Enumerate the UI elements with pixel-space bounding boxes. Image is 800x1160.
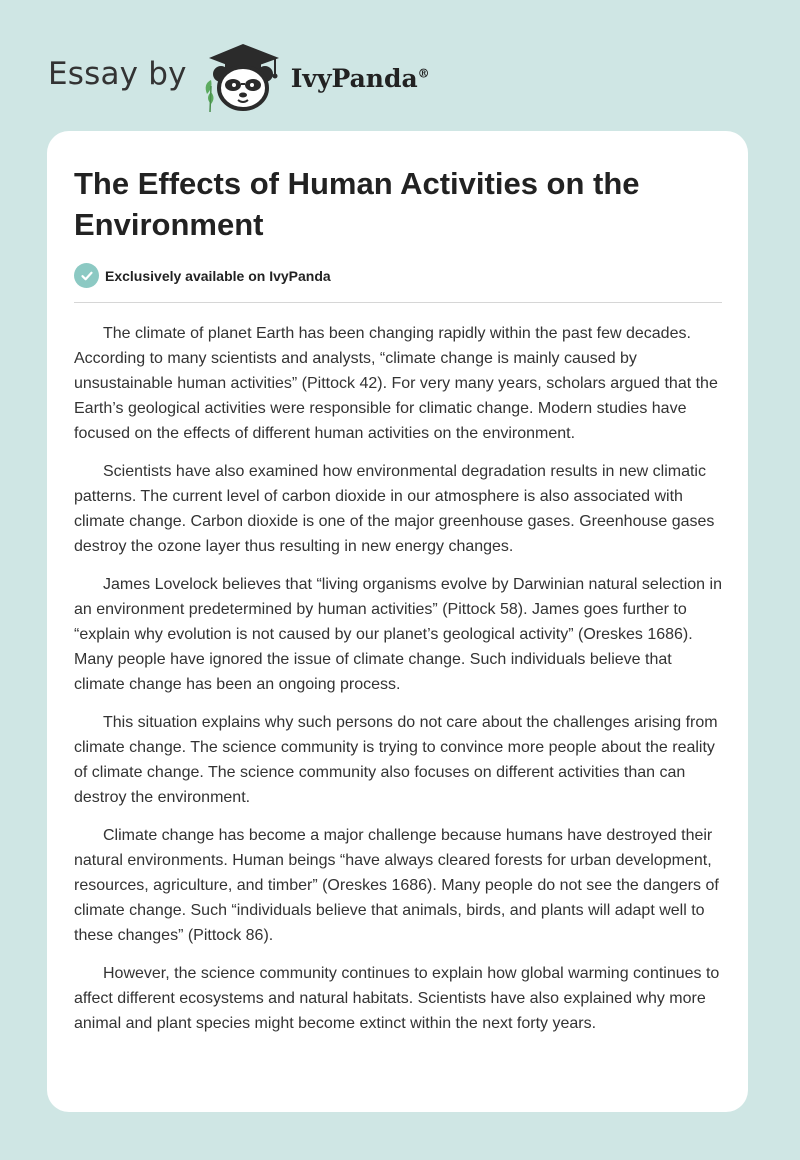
essay-card [47,131,748,1112]
paragraph: Scientists have also examined how environmental degradation results in new climatic patterns. The current level of carbon dioxide in our atmosphere is also associated with climate change. Carbon dioxide is one of the major greenhouse gases. Greenhouse gases destroy the ozone layer thus resulting in new energy changes. [74,463,715,555]
essay-body [74,321,722,1049]
check-circle-icon [74,263,99,288]
brand-name[interactable]: IvyPanda® [290,63,430,93]
paragraph: Climate change has become a major challenge because humans have destroyed their natural environments. Human beings “have always cleared forests for urban development, resources, agriculture, and timber” (Oreskes 1686). Many people do not see the dangers of climate change. Such “individuals believe that animals, birds, and plants will adapt well to these changes” (Pittock 86). [74,827,719,944]
site-header [48,36,430,116]
panda-graduate-logo-icon[interactable] [201,38,285,114]
paragraph: This situation explains why such persons do not care about the challenges arising from climate change. The science community is trying to convince more people about the reality of climate change. The science community also focuses on different activities than can destroy the environment. [74,714,718,806]
page-title: The Effects of Human Activities on the Environment [74,166,640,242]
exclusive-badge [74,263,331,288]
registered-mark: ® [417,66,430,81]
paragraph: James Lovelock believes that “living organisms evolve by Darwinian natural selection in an environment predetermined by human activities” (Pittock 58). James goes further to “explain why evolution is not caused by our planet’s geological activity” (Oreskes 1686). Many people have ignored the issue of climate change. Such individuals believe that climate change has been an ongoing process. [74,576,722,693]
divider [74,302,722,303]
exclusive-badge-label: Exclusively available on IvyPanda [105,267,331,284]
paragraph: However, the science community continues to explain how global warming continues to affect different ecosystems and natural habitats. Scientists have also explained why more animal and plant species might become extinct within the next forty years. [74,965,720,1032]
paragraph: The climate of planet Earth has been changing rapidly within the past few decades. According to many scientists and analysts, “climate change is mainly caused by unsustainable human activities” (Pittock 42). For very many years, scholars argued that the Earth’s geological activities were responsible for climatic change. Modern studies have focused on the effects of different human activities on the environment. [74,325,718,442]
essay-by-label: Essay by [48,56,187,92]
